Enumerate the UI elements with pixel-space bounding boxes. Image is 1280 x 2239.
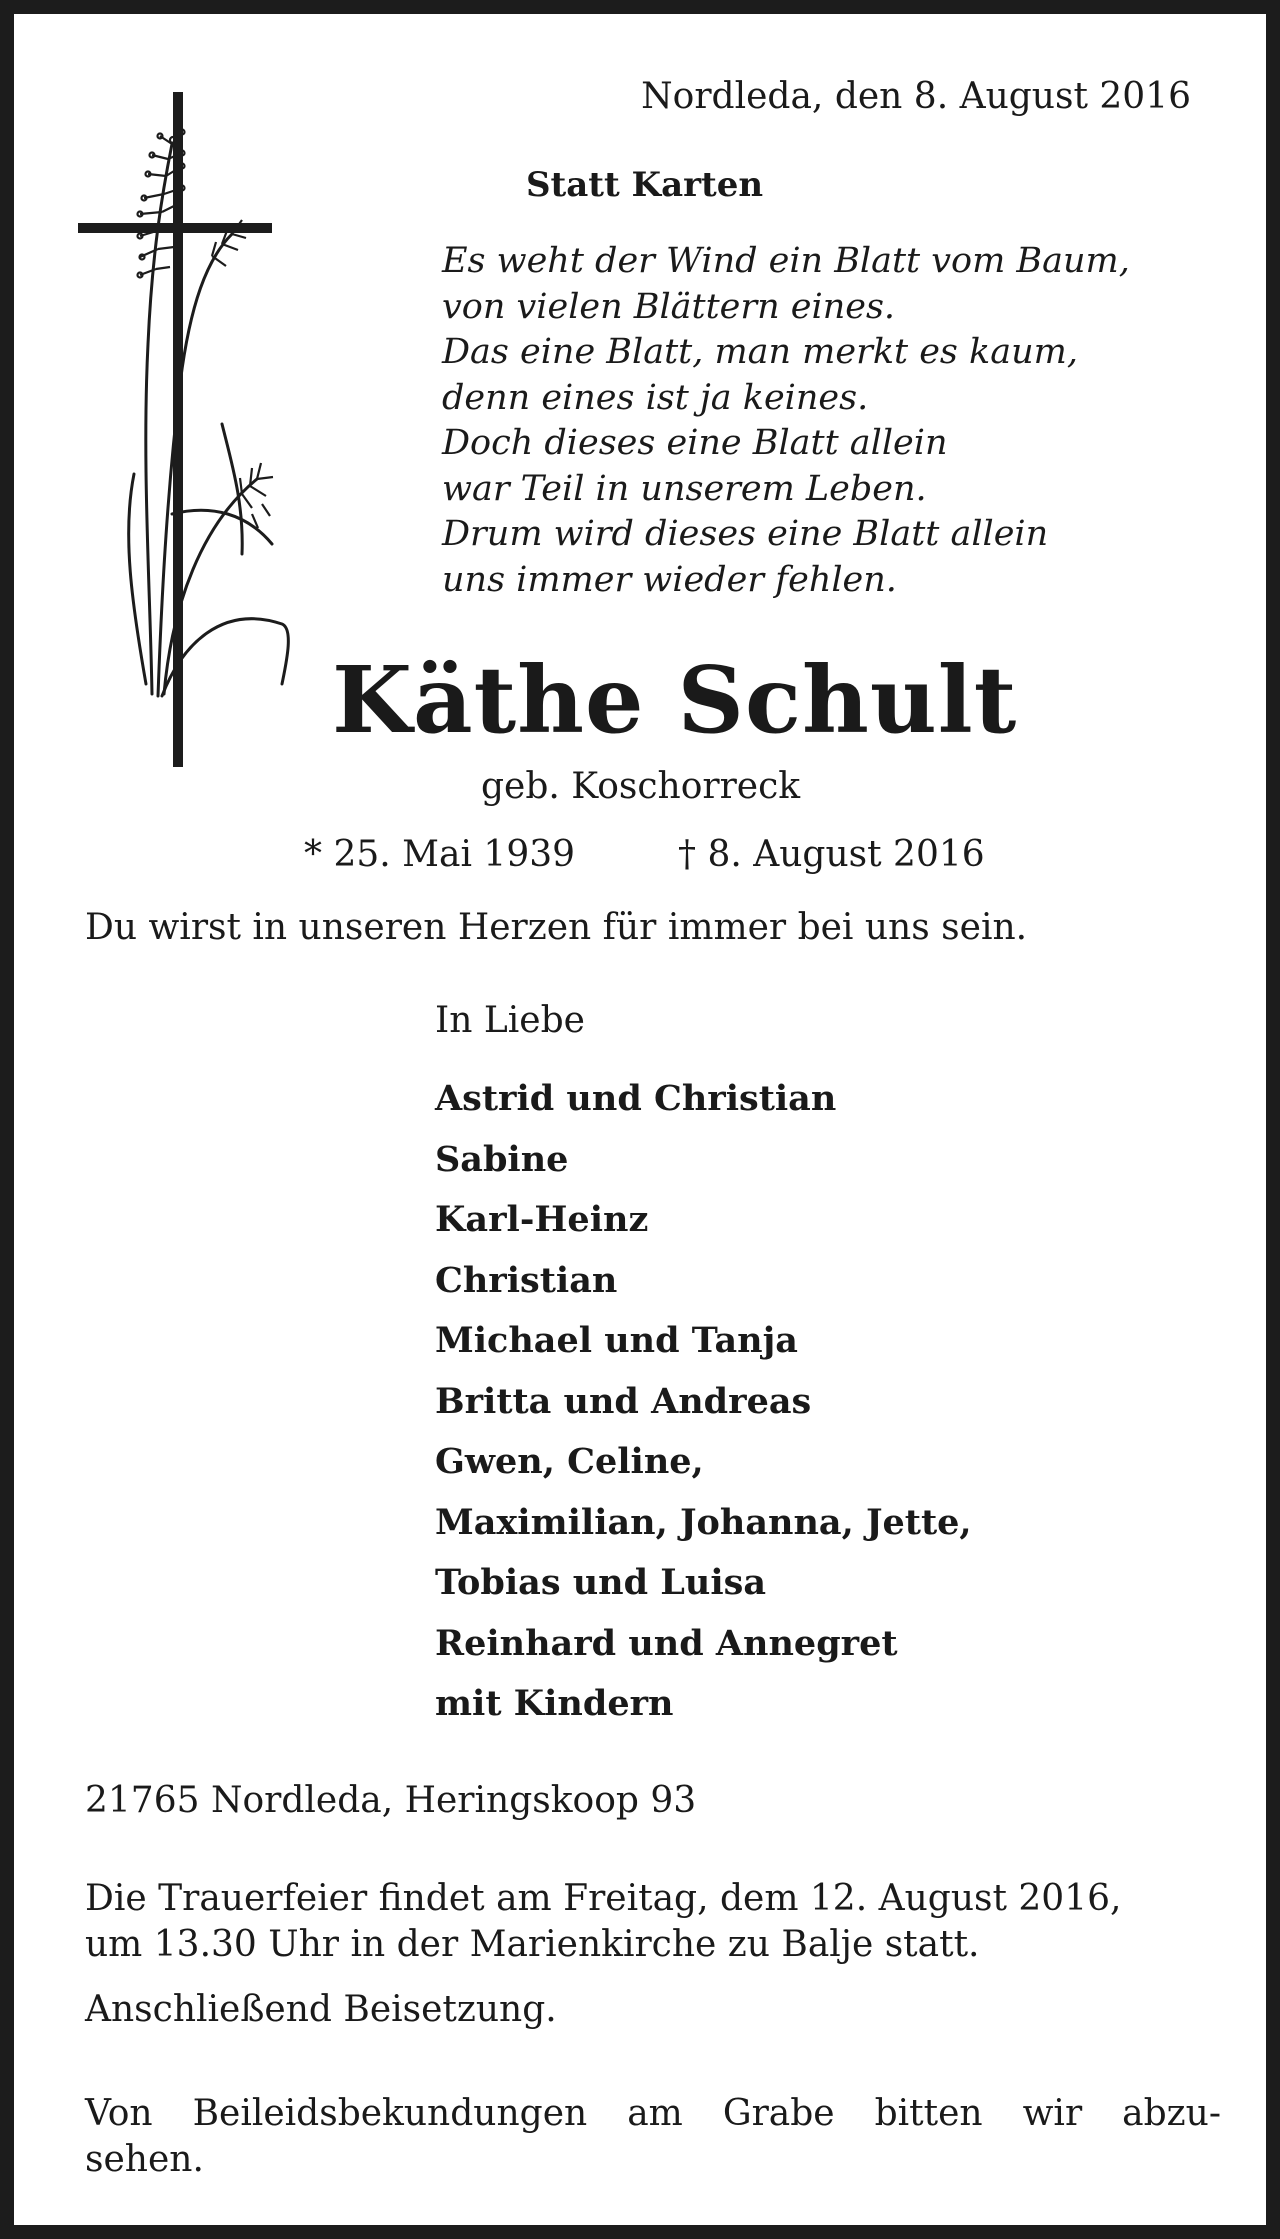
mourner-name: Sabine	[435, 1138, 569, 1180]
mourner-name: Britta und Andreas	[435, 1380, 812, 1422]
poem-line: uns immer wieder fehlen.	[442, 559, 897, 600]
poem-line: war Teil in unserem Leben.	[442, 468, 927, 509]
burial-note: Anschließend Beisetzung.	[85, 1989, 557, 2030]
funeral-line: Die Trauerfeier findet am Freitag, dem 12. August 2016,	[85, 1878, 1122, 1919]
poem-line: von vielen Blättern eines.	[442, 286, 896, 327]
poem-line: denn eines ist ja keines.	[442, 377, 869, 418]
mourner-name: Reinhard und Annegret	[435, 1622, 898, 1664]
funeral-line: um 13.30 Uhr in der Marienkirche zu Balje statt.	[85, 1924, 980, 1965]
cross-with-grass-icon	[72, 84, 292, 774]
condolence-note	[85, 2091, 1221, 2183]
memorial-line: Du wirst in unseren Herzen für immer bei uns sein.	[85, 907, 1028, 948]
mourner-list	[435, 1069, 972, 1735]
mourner-name: Maximilian, Johanna, Jette,	[435, 1501, 972, 1543]
mourner-name: Michael und Tanja	[435, 1320, 798, 1361]
poem-line: Drum wird dieses eine Blatt allein	[442, 514, 1049, 554]
place-date: Nordleda, den 8. August 2016	[641, 76, 1191, 117]
in-liebe-intro: In Liebe	[435, 1000, 585, 1041]
poem-line: Doch dieses eine Blatt allein	[442, 423, 948, 463]
address: 21765 Nordleda, Heringskoop 93	[85, 1780, 697, 1821]
maiden-name: geb. Koschorreck	[481, 766, 801, 807]
statt-karten-heading: Statt Karten	[526, 165, 764, 205]
mourner-name: Karl-Heinz	[435, 1199, 649, 1240]
poem	[442, 239, 1130, 603]
birth-date: * 25. Mai 1939	[304, 834, 576, 875]
mourner-name: Astrid und Christian	[435, 1078, 837, 1119]
poem-line: Es weht der Wind ein Blatt vom Baum,	[442, 241, 1130, 281]
mourner-name: Christian	[435, 1259, 618, 1301]
deceased-name: Käthe Schult	[332, 646, 1018, 754]
condolence-line: sehen.	[85, 2139, 204, 2180]
poem-line: Das eine Blatt, man merkt es kaum,	[442, 332, 1078, 372]
mourner-name: Tobias und Luisa	[435, 1562, 766, 1603]
condolence-line: Von Beileidsbekundungen am Grabe bitten wir abzu-	[85, 2093, 1221, 2134]
death-date: † 8. August 2016	[678, 834, 985, 875]
funeral-details	[85, 1876, 1221, 1968]
mourner-name: mit Kindern	[435, 1683, 674, 1724]
mourner-name: Gwen, Celine,	[435, 1441, 704, 1482]
